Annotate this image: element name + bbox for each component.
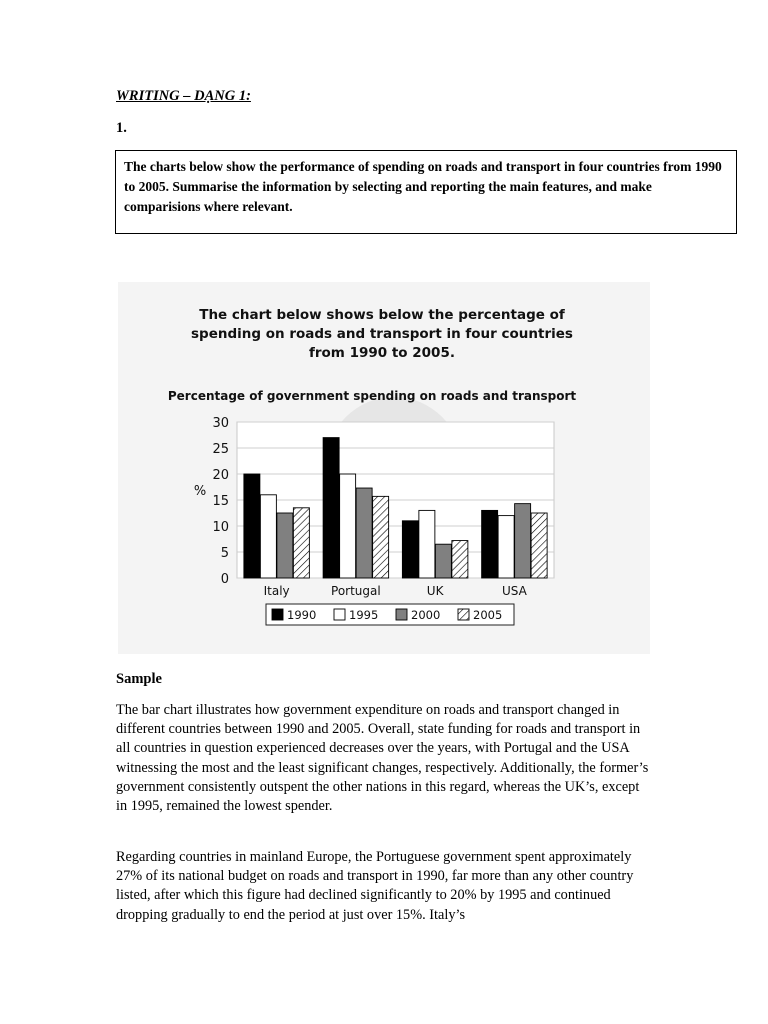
x-tick-label: Italy	[263, 584, 290, 598]
bar	[356, 488, 372, 578]
y-axis-label: %	[193, 484, 207, 499]
y-tick-label: 0	[220, 572, 229, 587]
bar	[340, 474, 356, 578]
bar	[323, 438, 339, 578]
bar	[498, 516, 514, 578]
bar	[373, 496, 389, 578]
x-tick-label: Portugal	[331, 584, 381, 598]
legend-label: 1995	[349, 608, 379, 622]
bar	[277, 513, 293, 578]
sample-heading: Sample	[116, 671, 162, 687]
legend-swatch	[334, 609, 345, 620]
legend-swatch	[272, 609, 283, 620]
bar	[402, 521, 418, 578]
task-prompt: The charts below show the performance of spending on roads and transport in four countries from 1990 to 2005. Summarise the information by selecting and reporting the main features, and make comparisions where relevant.	[115, 150, 737, 234]
legend-swatch	[458, 609, 469, 620]
legend-swatch	[396, 609, 407, 620]
bar	[482, 510, 498, 578]
y-tick-label: 10	[212, 520, 229, 535]
chart-subtitle: Percentage of government spending on roads and transport	[167, 389, 577, 403]
chart-figure	[118, 282, 650, 654]
chart-title-line: spending on roads and transport in four countries	[191, 326, 573, 342]
x-tick-label: USA	[501, 584, 527, 598]
bar	[435, 544, 451, 578]
sample-paragraph-2: Regarding countries in mainland Europe, the Portuguese government spent approximately 27% of its national budget on roads and transport in 1990, far more than any other country listed, after which this figure had declined significantly to 20% by 1995 and continued dropping gradually to end the period at just over 15%. Italy’s	[116, 849, 634, 923]
legend-label: 1990	[287, 608, 317, 622]
bar	[260, 495, 276, 578]
legend-label: 2000	[411, 608, 441, 622]
y-tick-label: 15	[212, 494, 229, 509]
bar-chart	[118, 282, 650, 654]
y-tick-label: 20	[212, 468, 229, 483]
chart-title-line: The chart below shows below the percentage of	[199, 307, 565, 323]
legend-label: 2005	[473, 608, 503, 622]
y-tick-label: 25	[212, 442, 229, 457]
sample-paragraph-1: The bar chart illustrates how government expenditure on roads and transport changed in different countries between 1990 and 2005. Overall, state funding for roads and transport in all countries in question experienced decreases over the years, with Portugal and the USA witnessing the most and the least significant changes, respectively. Additionally, the former’s government consistently outspent the other nations in this regard, whereas the UK’s, except in 1995, remained the lowest spender.	[116, 702, 649, 815]
bar	[244, 474, 260, 578]
section-heading: WRITING – DẠNG 1:	[116, 88, 251, 104]
bar	[531, 513, 547, 578]
bar	[452, 541, 468, 578]
bar	[515, 504, 531, 578]
question-number: 1.	[116, 120, 127, 136]
bar	[293, 508, 309, 578]
y-tick-label: 30	[212, 416, 229, 431]
chart-title-line: from 1990 to 2005.	[309, 345, 455, 361]
x-tick-label: UK	[426, 584, 444, 598]
y-tick-label: 5	[220, 546, 229, 561]
bar	[419, 510, 435, 578]
